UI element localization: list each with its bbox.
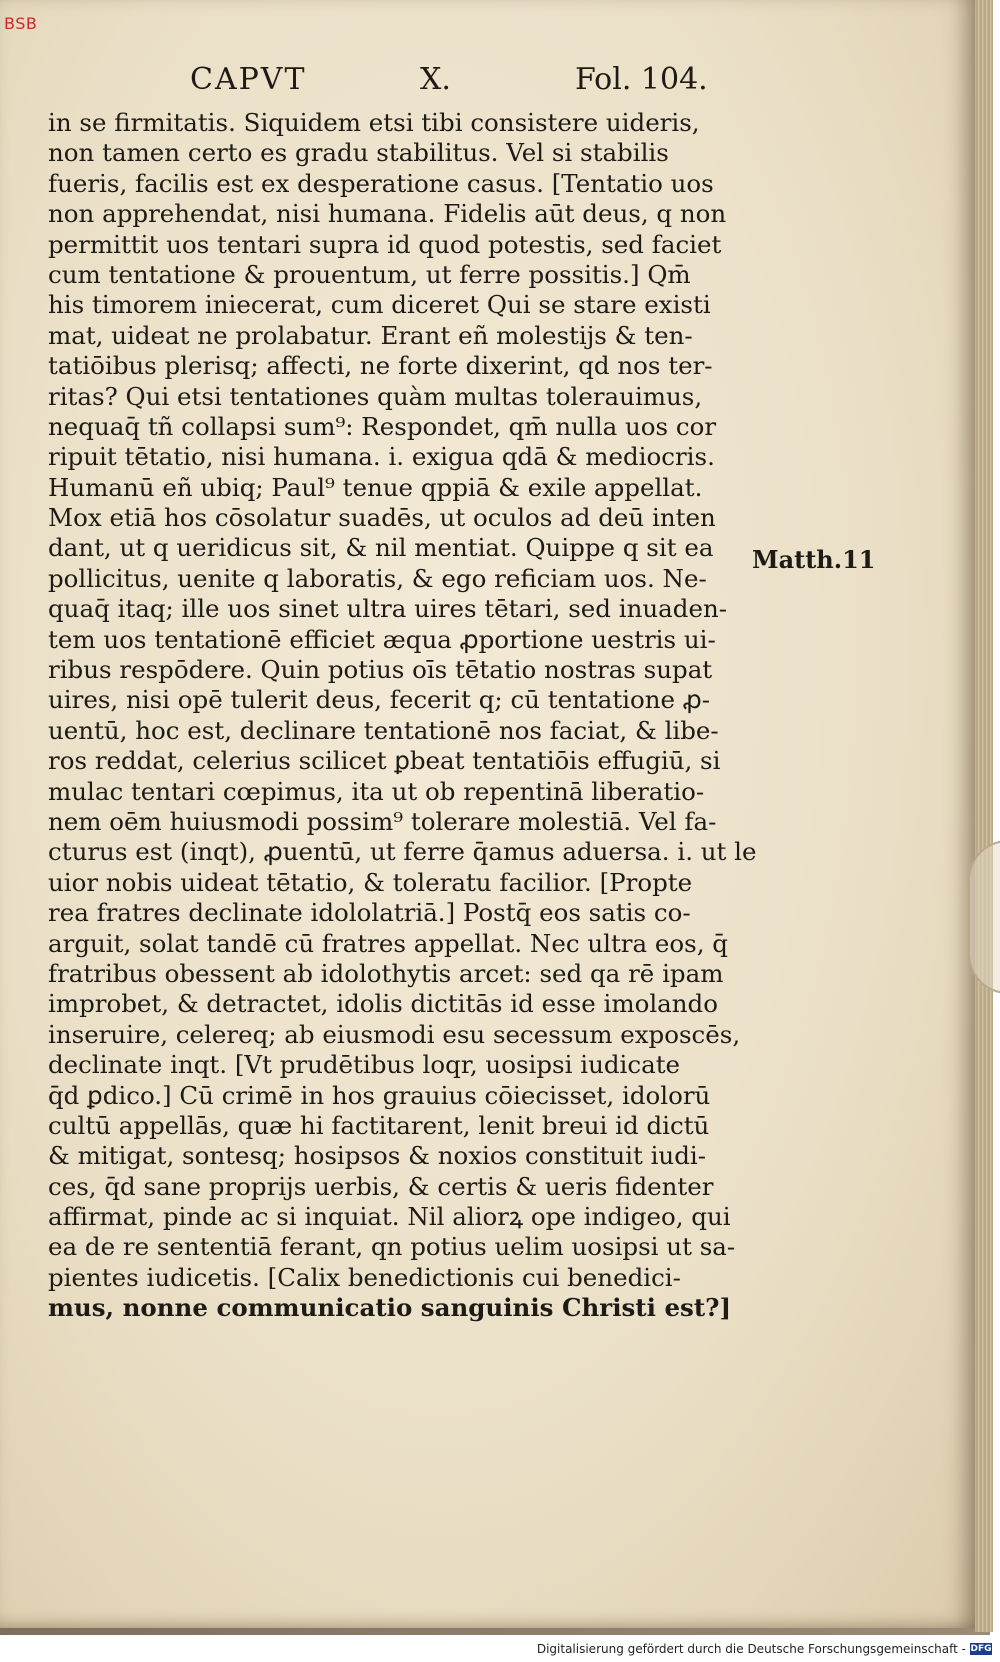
text-line: ces, q̄d sane proprijs uerbis, & certis & ueris fidenter (48, 1171, 714, 1201)
text-line: mus, nonne communicatio sanguinis Christi est?] (48, 1293, 732, 1323)
page-clip (968, 840, 1000, 994)
text-line: ea de re sententiā ferant, qn potius uelim uosipsi ut sa- (48, 1232, 736, 1262)
text-line: dant, ut q ueridicus sit, & nil mentiat. Quippe q sit ea (48, 533, 714, 563)
footer-text: Digitalisierung gefördert durch die Deutsche Forschungsgemeinschaft - (536, 1642, 966, 1656)
text-line: cultū appellās, quæ hi factitarent, lenit breui id dictū (48, 1110, 710, 1140)
text-line: his timorem iniecerat, cum diceret Qui se stare existi (48, 290, 711, 320)
text-line: fueris, facilis est ex desperatione casus. [Tentatio uos (48, 168, 714, 198)
text-line: tem uos tentationē efficiet æqua ꝓportione uestris ui- (48, 624, 716, 654)
text-line: nem oēm huiusmodi possim⁹ tolerare molestiā. Vel fa- (48, 806, 717, 836)
text-line: improbet, & detractet, idolis dictitās id esse imolando (48, 989, 718, 1019)
text-line: nequaq̄ tñ collapsi sum⁹: Respondet, qm̄ nulla uos cor (48, 411, 717, 441)
text-line: inseruire, celereq; ab eiusmodi esu secessum exposcēs, (48, 1019, 741, 1049)
text-line: cum tentatione & prouentum, ut ferre possitis.] Qm̄ (48, 259, 691, 289)
folio-number: Fol. 104. (575, 62, 708, 97)
text-line: affirmat, pinde ac si inquiat. Nil aliorꝝ ope indigeo, qui (48, 1202, 731, 1232)
text-line: in se firmitatis. Siquidem etsi tibi consistere uideris, (48, 108, 700, 137)
text-line: non apprehendat, nisi humana. Fidelis aūt deus, q non (48, 199, 727, 229)
running-head (190, 62, 710, 102)
text-line: & mitigat, sontesq; hosipsos & noxios constituit iudi- (48, 1141, 707, 1171)
text-line: uentū, hoc est, declinare tentationē nos faciat, & libe- (48, 715, 719, 745)
page-edge (975, 0, 993, 1632)
text-line: pollicitus, uenite q laboratis, & ego reficiam uos. Ne- (48, 563, 707, 593)
dfg-logo: DFG (970, 1644, 992, 1654)
text-line: uior nobis uideat tētatio, & toleratu facilior. [Propte (48, 867, 693, 897)
text-line: permittit uos tentari supra id quod potestis, sed faciet (48, 229, 722, 259)
text-line: uires, nisi opē tulerit deus, fecerit q; cū tentatione ꝓ- (48, 685, 711, 715)
text-line: pientes iudicetis. [Calix benedictionis cui benedici- (48, 1262, 681, 1292)
text-line: rea fratres declinate idololatriā.] Postq̄ eos satis co- (48, 898, 691, 928)
text-line: cturus est (inqt), ꝓuentū, ut ferre q̄amus aduersa. i. ut le (48, 837, 757, 867)
chapter-number: X. (420, 62, 451, 97)
text-line: fratribus obessent ab idolothytis arcet: sed qa rē ipam (48, 958, 724, 988)
text-line: tatiōibus plerisq; affecti, ne forte dixerint, qd nos ter- (48, 351, 713, 381)
chapter-heading: CAPVT (190, 62, 307, 97)
text-line: ribus respōdere. Quin potius oīs tētatio nostras supat (48, 655, 713, 685)
footer-credit (537, 1640, 992, 1658)
text-line: ritas? Qui etsi tentationes quàm multas tolerauimus, (48, 381, 703, 411)
text-line: Humanū eñ ubiq; Paul⁹ tenue qppiā & exile appellat. (48, 472, 703, 502)
text-line: arguit, solat tandē cū fratres appellat. Nec ultra eos, q̄ (48, 928, 728, 958)
text-line: non tamen certo es gradu stabilitus. Vel si stabilis (48, 138, 669, 168)
text-line: declinate inqt. [Vt prudētibus loqr, uosipsi iudicate (48, 1050, 681, 1080)
text-line: mulac tentari cœpimus, ita ut ob repentinā liberatio- (48, 776, 705, 806)
library-watermark: BSB (4, 14, 38, 33)
text-line: ripuit tētatio, nisi humana. i. exigua qdā & mediocris. (48, 442, 715, 472)
text-line: Mox etiā hos cōsolatur suadēs, ut oculos ad deū inten (48, 503, 716, 533)
text-line: mat, uideat ne prolabatur. Erant eñ molestijs & ten- (48, 320, 693, 350)
text-line: q̄d ꝑdico.] Cū crimē in hos grauius cōiecisset, idolorū (48, 1080, 711, 1110)
body-text (48, 108, 757, 1324)
marginal-note: Matth.11 (752, 545, 876, 574)
text-line: quaq̄ itaq; ille uos sinet ultra uires tētari, sed inuaden- (48, 594, 728, 624)
text-line: ros reddat, celerius scilicet ꝑbeat tentatiōis effugiū, si (48, 746, 721, 776)
